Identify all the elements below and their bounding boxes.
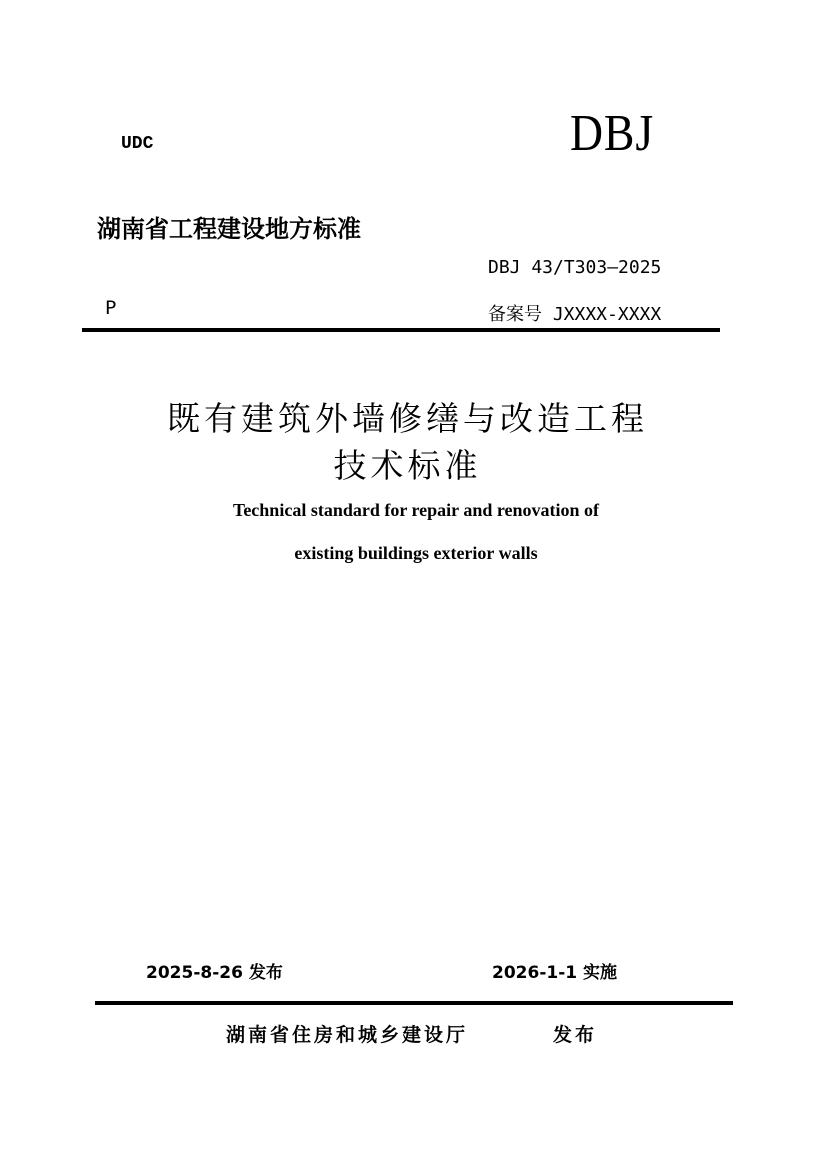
title-zh-line2: 技术标准 (333, 446, 482, 485)
dbj-logo: DBJ (570, 105, 655, 162)
effective-date: 2026-1-1 实施 (492, 963, 618, 983)
record-number: 备案号 JXXXX-XXXX (488, 304, 662, 325)
category-letter: P (105, 297, 117, 319)
standard-type: 湖南省工程建设地方标准 (97, 215, 361, 243)
bottom-divider (95, 1001, 733, 1005)
issue-word: 发布 (553, 1024, 598, 1046)
title-en-line2: existing buildings exterior walls (294, 543, 538, 563)
issue-date: 2025-8-26 发布 (146, 963, 283, 983)
udc-label: UDC (121, 134, 154, 154)
title-zh-line1: 既有建筑外墙修缮与改造工程 (167, 399, 648, 438)
top-divider (82, 328, 720, 332)
standard-number: DBJ 43/T303—2025 (488, 257, 662, 278)
title-en-line1: Technical standard for repair and renovation of (232, 500, 600, 520)
issuer: 湖南省住房和城乡建设厅 (226, 1024, 469, 1046)
